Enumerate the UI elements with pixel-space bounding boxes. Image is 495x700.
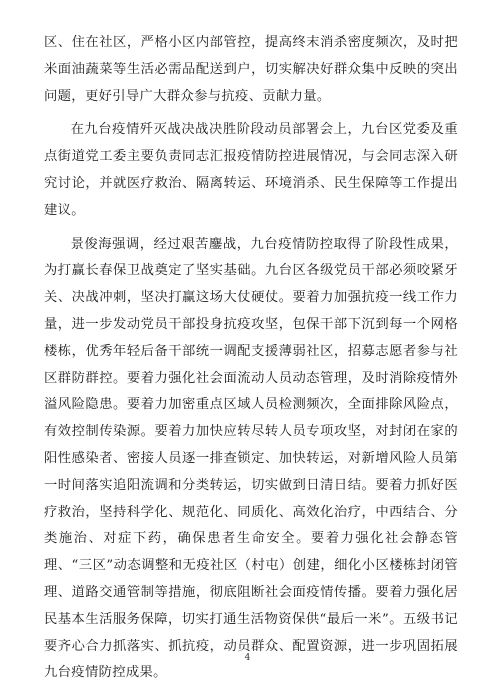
paragraph-instructions: 景俊海强调，经过艰苦鏖战，九台疫情防控取得了阶段性成果，为打赢长春保卫战奠定了坚实基础。九台区各级党员干部必须咬紧牙关、决战冲刺，坚决打赢这场大仗硬仗。要着力加强抗疫一线工作力量，进一步发动党员干部投身抗疫攻坚，包保干部下沉到每一个网格楼栋，优秀年轻后备干部统一调配支援薄弱社区，招募志愿者参与社区群防群控。要着力强化社会面流动人员动态管理，及时消除疫情外溢风险隐患。要着力加密重点区域人员检测频次，全面排除风险点，有效控制传染源。要着力加快应转尽转人员专项攻坚，对封闭在家的阳性感染者、密接人员逐一排查锁定、加快转运，对新增风险人员第一时间落实追阳流调和分类转运，切实做到日清日结。要着力抓好医疗救治，坚持科学化、规范化、同质化、高效化治疗，中西结合、分类施治、对症下药，确保患者生命安全。要着力强化社会静态管理、“三区”动态调整和无疫社区（村屯）创建，细化小区楼栋封闭管理、道路交通管制等措施，彻底阻断社会面疫情传播。要着力强化居民基本生活服务保障，切实打通生活物资保供“最后一米”。五级书记要齐心合力抓落实、抓抗疫，动员群众、配置资源，进一步巩固拓展九台疫情防控成果。	[44, 236, 458, 681]
paragraph-meeting-report: 在九台疫情歼灭战决战决胜阶段动员部署会上，九台区党委及重点街道党工委主要负责同志汇报疫情防控进展情况，与会同志深入研究讨论，并就医疗救治、隔离转运、环境消杀、民生保障等工作提出建议。	[44, 122, 458, 218]
document-body	[44, 30, 458, 694]
page-number: 4	[244, 653, 251, 663]
paragraph-continuation: 区、住在社区，严格小区内部管控，提高终末消杀密度频次，及时把米面油蔬菜等生活必需品配送到户，切实解决好群众集中反映的突出问题，更好引导广大群众参与抗疫、贡献力量。	[44, 35, 458, 104]
